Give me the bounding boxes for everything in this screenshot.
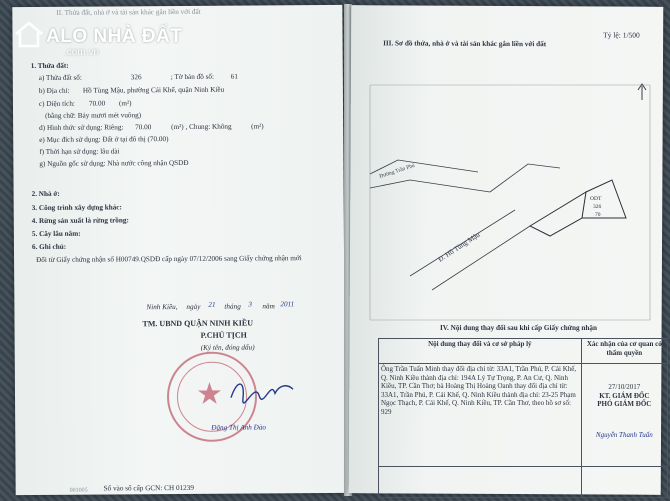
site-watermark — [0, 0, 220, 70]
address-label: b) Địa chỉ: — [38, 86, 70, 95]
address-value: Hồ Tùng Mậu, phường Cái Khế, quận Ninh Kiều — [82, 85, 225, 95]
certificate-entry-number: Số vào sổ cấp GCN: CH 01239 — [103, 483, 194, 493]
date-year-label: năm — [262, 302, 275, 311]
certificate-left-page — [12, 5, 345, 495]
issuing-org: TM. UBND QUẬN NINH KIỀU — [142, 318, 253, 329]
usage-unit: (m²) — [251, 122, 264, 131]
map-street-label-2: Đ. Hồ Tùng Mậu — [436, 230, 482, 264]
footer-serial: 001005 — [69, 487, 88, 494]
date-month: 3 — [248, 300, 253, 309]
usage-common-value: (m²) , Chung: Không — [171, 122, 232, 132]
map-street-label-1: Đường Trần Phú — [378, 162, 416, 180]
sign-instruction: (Ký tên, đóng dấu) — [200, 343, 255, 352]
map-parcel-area: 70 — [595, 212, 601, 218]
signer-name: Đặng Thị Anh Đào — [211, 423, 267, 432]
signer-position: P.CHỦ TỊCH — [200, 330, 247, 340]
area-label: c) Diện tích: — [38, 99, 75, 108]
usage-term: f) Thời hạn sử dụng: lâu dài — [39, 147, 120, 156]
usage-private-value: 70.00 — [135, 123, 152, 132]
signature-scribble — [227, 375, 297, 405]
change-content-cell — [379, 364, 582, 467]
area-in-words: (bằng chữ: Bảy mươi mét vuông) — [45, 111, 142, 120]
parcel-map-diagram — [350, 40, 668, 325]
section-forest: 4. Rừng sản xuất là rừng trồng: — [31, 216, 129, 226]
section-house: 2. Nhà ở: — [31, 189, 60, 199]
date-month-label: tháng — [224, 302, 241, 311]
change-description: Ông Trần Tuấn Minh thay đổi địa chỉ từ: 33A1, Trần Phú, P. Cái Khế, Q. Ninh Kiều thành địa chỉ: 194A Lý Tự Trọng, P. An Cư, Q. Ninh Kiều, TP. Cần Thơ; bà Hoàng Thị Hoàng Oanh thay đổi địa chỉ từ: 33A1, Trần Phú, P. Cái Khế, Q. Ninh Kiều thành địa chỉ: 23-25 Phạm Ngọc Thạch, P. Cái Khế, Q. Ninh Kiều, TP. Cần Thơ, theo hồ sơ số: 929 — [381, 365, 577, 416]
changes-table — [378, 338, 668, 498]
usage-origin: g) Nguồn gốc sử dụng: Nhà nước công nhận QSDĐ — [39, 158, 189, 168]
section-changes-title: IV. Nội dung thay đổi sau khi cấp Giấy chứng nhận — [440, 324, 597, 332]
section-notes: 6. Ghi chú: — [31, 242, 67, 252]
col-header-content: Nội dung thay đổi và cơ sở pháp lý — [379, 339, 582, 364]
area-unit: (m²) — [118, 99, 132, 108]
section-parcel-title: 1. Thửa đất: — [30, 61, 69, 71]
change-confirmation-cell — [581, 364, 667, 467]
map-parcel-number: 326 — [593, 204, 602, 210]
date-day: 21 — [208, 300, 216, 309]
page-header: II. Thửa đất, nhà ở và tài sản khác gắn liền với đất — [56, 7, 201, 17]
parcel-number-label: a) Thửa đất số: — [38, 73, 82, 82]
area-value: 70.00 — [88, 99, 106, 108]
section-diagram-title: III. Sơ đồ thửa, nhà ở và tài sản khác gắn liền với đất — [383, 39, 547, 49]
confirm-position: PHÓ GIÁM ĐỐC — [597, 400, 652, 408]
empty-row-confirm — [581, 467, 667, 498]
section-other-works: 3. Công trình xây dựng khác: — [31, 203, 122, 213]
note-text: Đổi từ Giấy chứng nhận số H00749.QSDĐ cấp ngày 07/12/2006 sang Giấy chứng nhận mới — [36, 254, 302, 264]
date-place: Ninh Kiều, — [146, 303, 178, 312]
usage-purpose: e) Mục đích sử dụng: Đất ở tại đô thị (70.00) — [39, 135, 169, 144]
watermark-domain: .com.vn — [64, 47, 100, 58]
confirm-signer: Nguyễn Thanh Tuấn — [595, 430, 653, 439]
col-header-confirmation: Xác nhận của cơ quan có thẩm quyền — [581, 339, 667, 364]
red-seal-stamp: ★ — [167, 351, 258, 442]
page-number: Tỷ lệ: 1/500 — [603, 30, 640, 40]
usage-form-label: d) Hình thức sử dụng: Riêng: — [39, 123, 124, 132]
section-perennial: 5. Cây lâu năm: — [31, 229, 81, 239]
confirm-org: KT. GIÁM ĐỐC — [599, 391, 650, 400]
map-land-type: ODT — [590, 196, 602, 202]
empty-row-content — [379, 467, 582, 498]
watermark-brand: ALO NHÀ ĐẤT — [46, 26, 183, 47]
parcel-number-value: 326 — [130, 73, 142, 82]
house-logo-icon — [14, 20, 44, 48]
date-day-label: ngày — [186, 302, 201, 311]
confirm-date: 27/10/2017 — [608, 383, 641, 391]
date-year: 2011 — [280, 300, 295, 309]
map-sheet-value: 61 — [230, 72, 239, 81]
map-sheet-label: ; Tờ bản đồ số: — [170, 72, 215, 82]
